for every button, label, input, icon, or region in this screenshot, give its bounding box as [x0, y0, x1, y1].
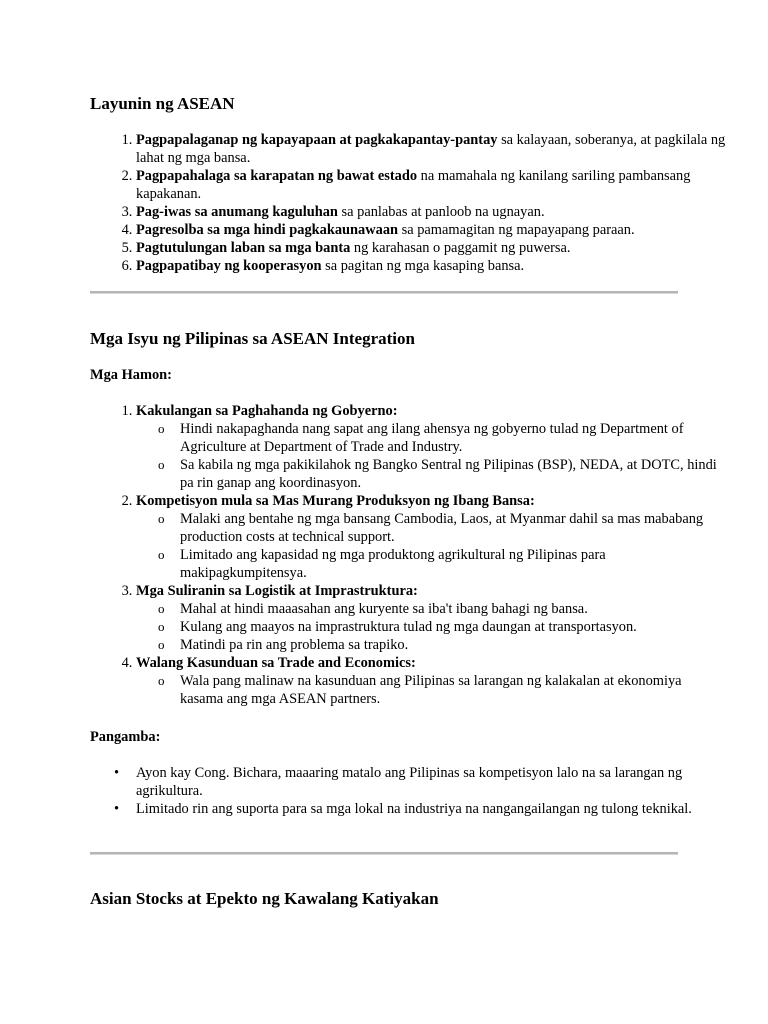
sub-item-text: Wala pang malinaw na kasunduan ang Pilipinas sa larangan ng kalakalan at ekonomiya kasama ang mga ASEAN partners. [180, 673, 682, 707]
item-title: Kakulangan sa Paghahanda ng Gobyerno: [136, 403, 398, 419]
circle-bullet-icon: o [158, 547, 165, 562]
section-divider [90, 852, 678, 855]
sub-item-text: Limitado ang kapasidad ng mga produktong agrikultural ng Pilipinas para makipagkumpitensya. [180, 547, 606, 581]
sub-item-text: Malaki ang bentahe ng mga bansang Cambodia, Laos, at Myanmar dahil sa mas mababang production costs at technical support. [180, 511, 704, 545]
bullet-dot-icon: • [114, 801, 120, 817]
item-text: na mamahala ng kanilang sariling pambansang kapakanan. [136, 168, 691, 202]
item-title: Walang Kasunduan sa Trade and Economics: [136, 655, 416, 671]
pangamba-list [90, 764, 696, 818]
circle-bullet-icon: o [158, 457, 165, 472]
list-item [136, 257, 726, 275]
item-title: Mga Suliranin sa Logistik at Imprastruktura: [136, 583, 418, 599]
sub-list [136, 600, 726, 654]
sub-item-text: Sa kabila ng mga pakikilahok ng Bangko Sentral ng Pilipinas (BSP), NEDA, at DOTC, hindi pa rin ganap ang koordinasyon. [180, 457, 717, 491]
circle-bullet-icon: o [158, 601, 165, 616]
circle-bullet-icon: o [158, 511, 165, 526]
sub-list [136, 672, 726, 708]
list-item [136, 402, 726, 492]
sub-list-item [158, 672, 726, 708]
goals-list [90, 131, 726, 275]
sub-list-item [158, 546, 726, 582]
sub-item-text: Matindi pa rin ang problema sa trapiko. [180, 637, 409, 653]
item-bold-text: Pagtutulungan laban sa mga banta [136, 240, 351, 256]
item-text: sa pagitan ng mga kasaping bansa. [321, 258, 525, 274]
list-item [136, 239, 726, 257]
pangamba-heading: Pangamba: [90, 729, 161, 745]
circle-bullet-icon: o [158, 619, 165, 634]
list-item [136, 131, 726, 167]
section-title-asian-stocks: Asian Stocks at Epekto ng Kawalang Katiyakan [90, 889, 439, 908]
item-bold-text: Pagpapatibay ng kooperasyon [136, 258, 322, 274]
section-title-layunin: Layunin ng ASEAN [90, 94, 235, 113]
item-bold-text: Pagpapahalaga sa karapatan ng bawat estado [136, 168, 418, 184]
item-bold-text: Pagpapalaganap ng kapayapaan at pagkakapantay-pantay [136, 132, 498, 148]
sub-list-item [158, 420, 726, 456]
sub-list-item [158, 456, 726, 492]
sub-item-text: Kulang ang maayos na imprastruktura tulad ng mga daungan at transportasyon. [180, 619, 637, 635]
sub-list-item [158, 600, 726, 618]
sub-list [136, 420, 726, 492]
item-bold-text: Pagresolba sa mga hindi pagkakaunawaan [136, 222, 399, 238]
item-text: sa pamamagitan ng mapayapang paraan. [398, 222, 635, 238]
section-divider [90, 291, 678, 294]
hamon-list [90, 402, 726, 708]
list-item [136, 492, 726, 582]
sub-list [136, 510, 726, 582]
circle-bullet-icon: o [158, 421, 165, 436]
item-text: sa panlabas at panloob na ugnayan. [337, 204, 545, 220]
item-text: Limitado rin ang suporta para sa mga lokal na industriya na nangangailangan ng tulong teknikal. [136, 801, 692, 817]
hamon-heading: Mga Hamon: [90, 367, 172, 383]
section-title-isyu: Mga Isyu ng Pilipinas sa ASEAN Integration [90, 329, 415, 348]
item-title: Kompetisyon mula sa Mas Murang Produksyon ng Ibang Bansa: [136, 493, 535, 509]
circle-bullet-icon: o [158, 637, 165, 652]
list-item [136, 221, 726, 239]
list-item [114, 800, 696, 818]
item-text: ng karahasan o paggamit ng puwersa. [350, 240, 571, 256]
list-item [114, 764, 696, 800]
list-item [136, 167, 726, 203]
sub-item-text: Mahal at hindi maaasahan ang kuryente sa iba't ibang bahagi ng bansa. [180, 601, 588, 617]
list-item [136, 654, 726, 708]
item-text: Ayon kay Cong. Bichara, maaaring matalo ang Pilipinas sa kompetisyon lalo na sa larangan ng agrikultura. [136, 765, 683, 799]
sub-list-item [158, 510, 726, 546]
item-bold-text: Pag-iwas sa anumang kaguluhan [136, 204, 338, 220]
item-text: sa kalayaan, soberanya, at pagkilala ng lahat ng mga bansa. [136, 132, 726, 166]
sub-list-item [158, 618, 726, 636]
list-item [136, 582, 726, 654]
sub-item-text: Hindi nakapaghanda nang sapat ang ilang ahensya ng gobyerno tulad ng Department of Agriculture at Department of Trade and Industry. [180, 421, 684, 455]
list-item [136, 203, 726, 221]
sub-list-item [158, 636, 726, 654]
bullet-dot-icon: • [114, 765, 120, 781]
circle-bullet-icon: o [158, 673, 165, 688]
